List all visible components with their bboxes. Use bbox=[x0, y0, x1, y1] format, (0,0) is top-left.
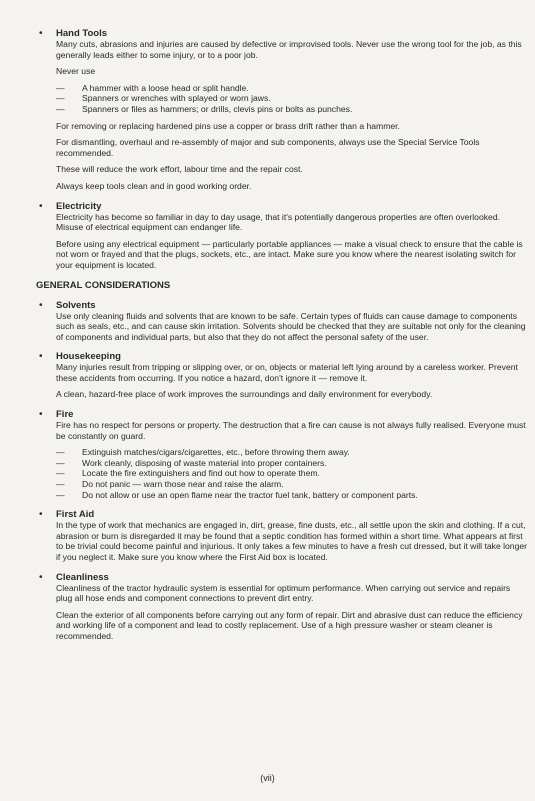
fire-list bbox=[56, 447, 528, 500]
hand-tools-intro: Many cuts, abrasions and injuries are caused by defective or improvised tools. Never use the wrong tool for the job, as this generally leads either to some injury, or to a poor job. bbox=[56, 39, 522, 60]
section-housekeeping bbox=[38, 351, 528, 400]
bullet-icon: • bbox=[39, 351, 43, 363]
section-hand-tools bbox=[38, 28, 528, 192]
bullet-icon: • bbox=[39, 28, 43, 39]
hand-tools-pins: For removing or replacing hardened pins use a copper or brass drift rather than a hammer. bbox=[56, 120, 400, 131]
first-aid-p1: In the type of work that mechanics are engaged in, dirt, grease, fine dusts, etc., all settle upon the skin and clothing. If a cut, abrasion or burn is disregarded it may be found that a septic condition has formed within a short time. What appears at first to be trivial could become painful and injurious. It only takes a few minutes to have a fresh cut dressed, but it will take longer if you neglect it. Make sure you know where the First Aid box is located. bbox=[56, 520, 527, 562]
cleanliness-p2: Clean the exterior of all components before carrying out any form of repair. Dirt and abrasive dust can reduce the efficiency and working life of a component and lead to costly replacement. Use of a high pressure washer or steam cleaner is recommended. bbox=[56, 609, 523, 641]
heading-fire: Fire bbox=[56, 409, 74, 421]
electricity-p1: Electricity has become so familiar in day to day usage, that it's potentially dangerous properties are often overlooked. Misuse of electrical equipment can endanger life. bbox=[56, 211, 500, 233]
general-considerations-heading: GENERAL CONSIDERATIONS bbox=[36, 279, 171, 291]
housekeeping-p2: A clean, hazard-free place of work improves the surroundings and daily environment for everybody. bbox=[56, 389, 433, 400]
electricity-p2: Before using any electrical equipment — particularly portable appliances — make a visual check to ensure that the cable is not worn or frayed and that the plugs, sockets, etc., are intact. Make sure you know where the nearest isolating switch for your equipment is located. bbox=[56, 238, 523, 270]
list-item: — Do not allow or use an open flame near the tractor fuel tank, battery or component parts. bbox=[56, 490, 528, 501]
list-item: — Work cleanly, disposing of waste material into proper containers. bbox=[56, 458, 528, 469]
list-item: — Do not panic — warn those near and raise the alarm. bbox=[56, 479, 528, 490]
page-content bbox=[38, 28, 528, 642]
heading-first-aid: First Aid bbox=[56, 509, 95, 521]
list-item: — Locate the fire extinguishers and find out how to operate them. bbox=[56, 468, 528, 479]
bullet-icon: • bbox=[39, 409, 43, 421]
list-item: — Spanners or wrenches with splayed or worn jaws. bbox=[56, 93, 528, 104]
hand-tools-reduce: These will reduce the work effort, labour time and the repair cost. bbox=[56, 164, 303, 175]
bullet-icon: • bbox=[39, 571, 43, 583]
never-use-label: Never use bbox=[56, 66, 96, 77]
bullet-icon: • bbox=[39, 509, 43, 521]
list-item: — Spanners or files as hammers; or drills, clevis pins or bolts as punches. bbox=[56, 104, 528, 115]
heading-hand-tools: Hand Tools bbox=[56, 28, 108, 39]
list-item: — Extinguish matches/cigars/cigarettes, etc., before throwing them away. bbox=[56, 447, 528, 458]
heading-electricity: Electricity bbox=[56, 200, 102, 212]
heading-housekeeping: Housekeeping bbox=[56, 351, 121, 363]
list-item: — A hammer with a loose head or split handle. bbox=[56, 83, 528, 94]
section-solvents bbox=[38, 300, 528, 343]
fire-p1: Fire has no respect for persons or property. The destruction that a fire can cause is not always fully realised. Everyone must be constantly on guard. bbox=[56, 420, 526, 441]
solvents-p1: Use only cleaning fluids and solvents that are known to be safe. Certain types of fluids can cause damage to components such as seals, etc., and can cause skin irritation. Solvents should be checked that they are suitable not only for the cleaning of components and individual parts, but also that they do not affect the personal safety of the user. bbox=[56, 310, 526, 342]
housekeeping-p1: Many injuries result from tripping or slipping over, or on, objects or material left lying around by a careless worker. Prevent these accidents from occurring. If you notice a hazard, don't ignore it — remove it. bbox=[56, 362, 518, 383]
heading-solvents: Solvents bbox=[56, 299, 96, 311]
bullet-icon: • bbox=[39, 299, 43, 311]
section-electricity bbox=[38, 201, 528, 271]
bullet-icon: • bbox=[39, 200, 43, 212]
heading-cleanliness: Cleanliness bbox=[56, 571, 109, 583]
cleanliness-p1: Cleanliness of the tractor hydraulic system is essential for optimum performance. When carrying out service and repairs plug all hose ends and component connections to prevent dirt entry. bbox=[56, 582, 511, 604]
page-number: (vii) bbox=[260, 773, 275, 783]
section-fire bbox=[38, 409, 528, 500]
section-first-aid bbox=[38, 509, 528, 562]
hand-tools-special: For dismantling, overhaul and re-assembly of major and sub components, always use the Special Service Tools recommended. bbox=[56, 137, 480, 158]
never-use-list bbox=[56, 83, 528, 115]
hand-tools-clean: Always keep tools clean and in good working order. bbox=[56, 180, 252, 191]
section-cleanliness bbox=[38, 572, 528, 642]
